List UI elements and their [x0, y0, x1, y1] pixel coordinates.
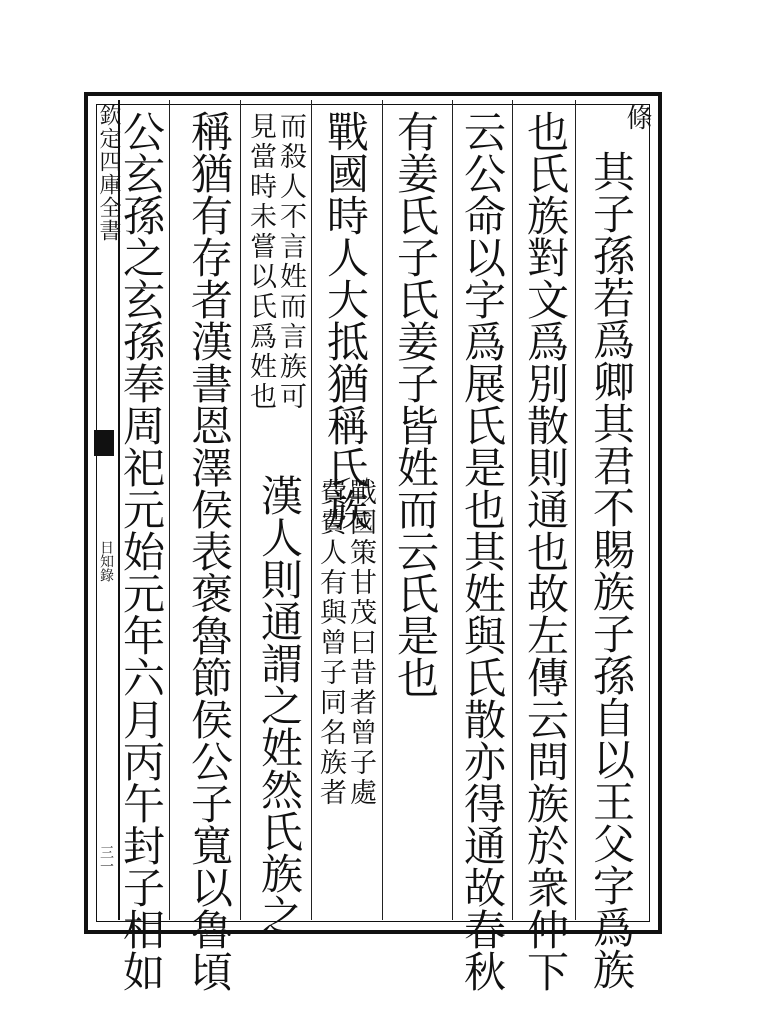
column-rule — [240, 100, 241, 920]
column-rule — [575, 100, 576, 920]
column-rule — [452, 100, 453, 920]
annotation-line: 見當時未嘗以氏爲姓也 — [245, 112, 276, 412]
text-column-label: 條 — [622, 104, 652, 130]
fish-tail-mark — [94, 430, 114, 456]
margin-folio: 三一 — [98, 845, 114, 873]
annotation-line: 戰國策甘茂曰昔者曾子處 — [345, 478, 376, 808]
margin-book-name: 日知錄 — [98, 540, 114, 582]
column-rule — [512, 100, 513, 920]
column-rule — [311, 100, 312, 920]
text-column: 有姜氏子氏姜子皆姓而云氏是也 — [391, 110, 440, 698]
column-rule — [169, 100, 170, 920]
margin-title: 欽定四庫全書 — [96, 104, 121, 242]
text-column: 也氏族對文爲別散則通也故左傳云問族於衆仲下 — [521, 110, 570, 992]
text-column: 戰國時人大抵猶稱氏族 — [321, 110, 370, 530]
block-margin — [92, 100, 120, 920]
annotation-line: 而殺人不言姓而言族可 — [275, 112, 306, 412]
text-column: 漢人則通謂之姓然氏族之 — [255, 474, 304, 936]
text-column: 公玄孫之玄孫奉周祀元始元年六月丙午封子相如 — [117, 110, 166, 992]
column-rule — [382, 100, 383, 920]
text-column: 稱猶有存者漢書恩澤侯表褒魯節侯公子寬以魯頃 — [185, 110, 234, 992]
annotation-line: 費費人有與曾子同名族者 — [315, 478, 346, 808]
text-column: 云公命以字爲展氏是也其姓與氏散亦得通故春秋 — [458, 110, 507, 992]
text-column: 其子孫若爲卿其君不賜族子孫自以王父字爲族 — [587, 150, 636, 990]
